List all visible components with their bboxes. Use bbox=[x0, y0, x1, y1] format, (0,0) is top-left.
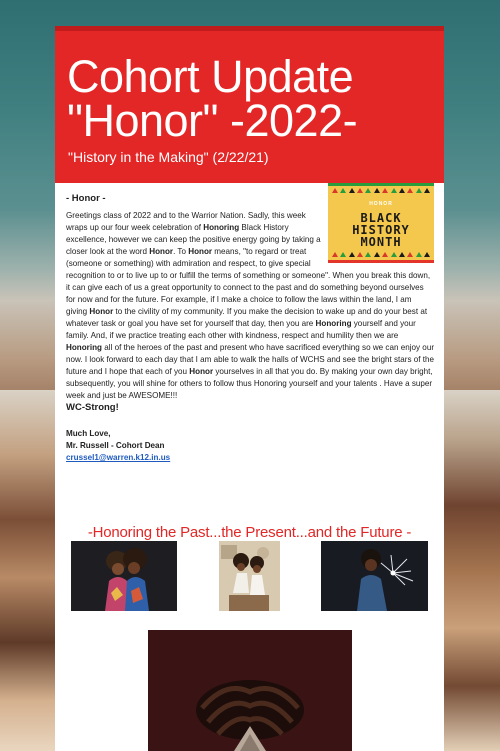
bhm-line-2: HISTORY bbox=[352, 223, 410, 237]
black-history-month-graphic bbox=[328, 183, 434, 263]
signature-block bbox=[66, 428, 434, 464]
background-desk-left bbox=[0, 390, 56, 751]
photo-girl-with-sparkler[interactable] bbox=[321, 541, 428, 611]
photo-braided-hair[interactable] bbox=[148, 630, 352, 751]
photo-two-children[interactable] bbox=[219, 541, 280, 611]
page-subtitle: "History in the Making" (2/22/21) bbox=[68, 149, 269, 165]
title-line-1: Cohort Update bbox=[67, 51, 354, 102]
triangle-border-bottom bbox=[332, 252, 430, 258]
signature-name: Mr. Russell - Cohort Dean bbox=[66, 441, 165, 450]
header-banner bbox=[55, 26, 444, 183]
tagline: -Honoring the Past...the Present...and the Future - bbox=[87, 524, 412, 541]
photo-two-girls[interactable] bbox=[71, 541, 177, 611]
body-paragraph: Greetings class of 2022 and to the Warrior Nation. Sadly, this week wraps up our four week celebration of Honoring Black History excellence, however we can keep the positive energy going by taking a closer look at the word Honor. To Honor means, "to regard or treat (someone or something) with admiration and respect, to give special recognition to or to live up to or fulfill the terms of something or someone". When you break this down, it can give each of us a great opportunity to connect to the past and do something beyond ourselves for now and for the future. For example, if I make a choice to follow the laws within the land, I am giving Honor to the civility of my community. If you make the decision to wake up and do your best at whatever task or goal you have set for yourself that day, then you are Honoring yourself and your family. And, if we practice treating each other with kindness, respect and humility then we are Honoring all of the heroes of the past and present who have sacrificed everything so we can enjoy our now. I look forward to each day that I am able to walk the halls of WCHS and see the bright stars of the future and I hope that each of you Honor yourselves in all that you do. By making your own day bright, subsequently, you will shine for others to follow thus Honoring yourself and your talents . Have a super week and just be AWESOME!!! bbox=[66, 211, 435, 400]
title-line-2: "Honor" -2022- bbox=[67, 95, 358, 146]
bhm-small-label: HONOR bbox=[369, 201, 393, 207]
signature-closing: Much Love, bbox=[66, 429, 111, 438]
newsletter-card bbox=[55, 26, 444, 751]
bhm-line-3: MONTH bbox=[360, 235, 402, 249]
background-desk-right bbox=[444, 390, 500, 751]
bhm-line-1: BLACK bbox=[360, 211, 402, 225]
triangle-border-top bbox=[332, 188, 430, 194]
email-link[interactable]: crussel1@warren.k12.in.us bbox=[66, 453, 171, 462]
motto: WC-Strong! bbox=[66, 402, 119, 413]
page-title bbox=[67, 51, 437, 146]
message-body bbox=[66, 191, 434, 464]
section-heading: - Honor - bbox=[66, 193, 106, 204]
